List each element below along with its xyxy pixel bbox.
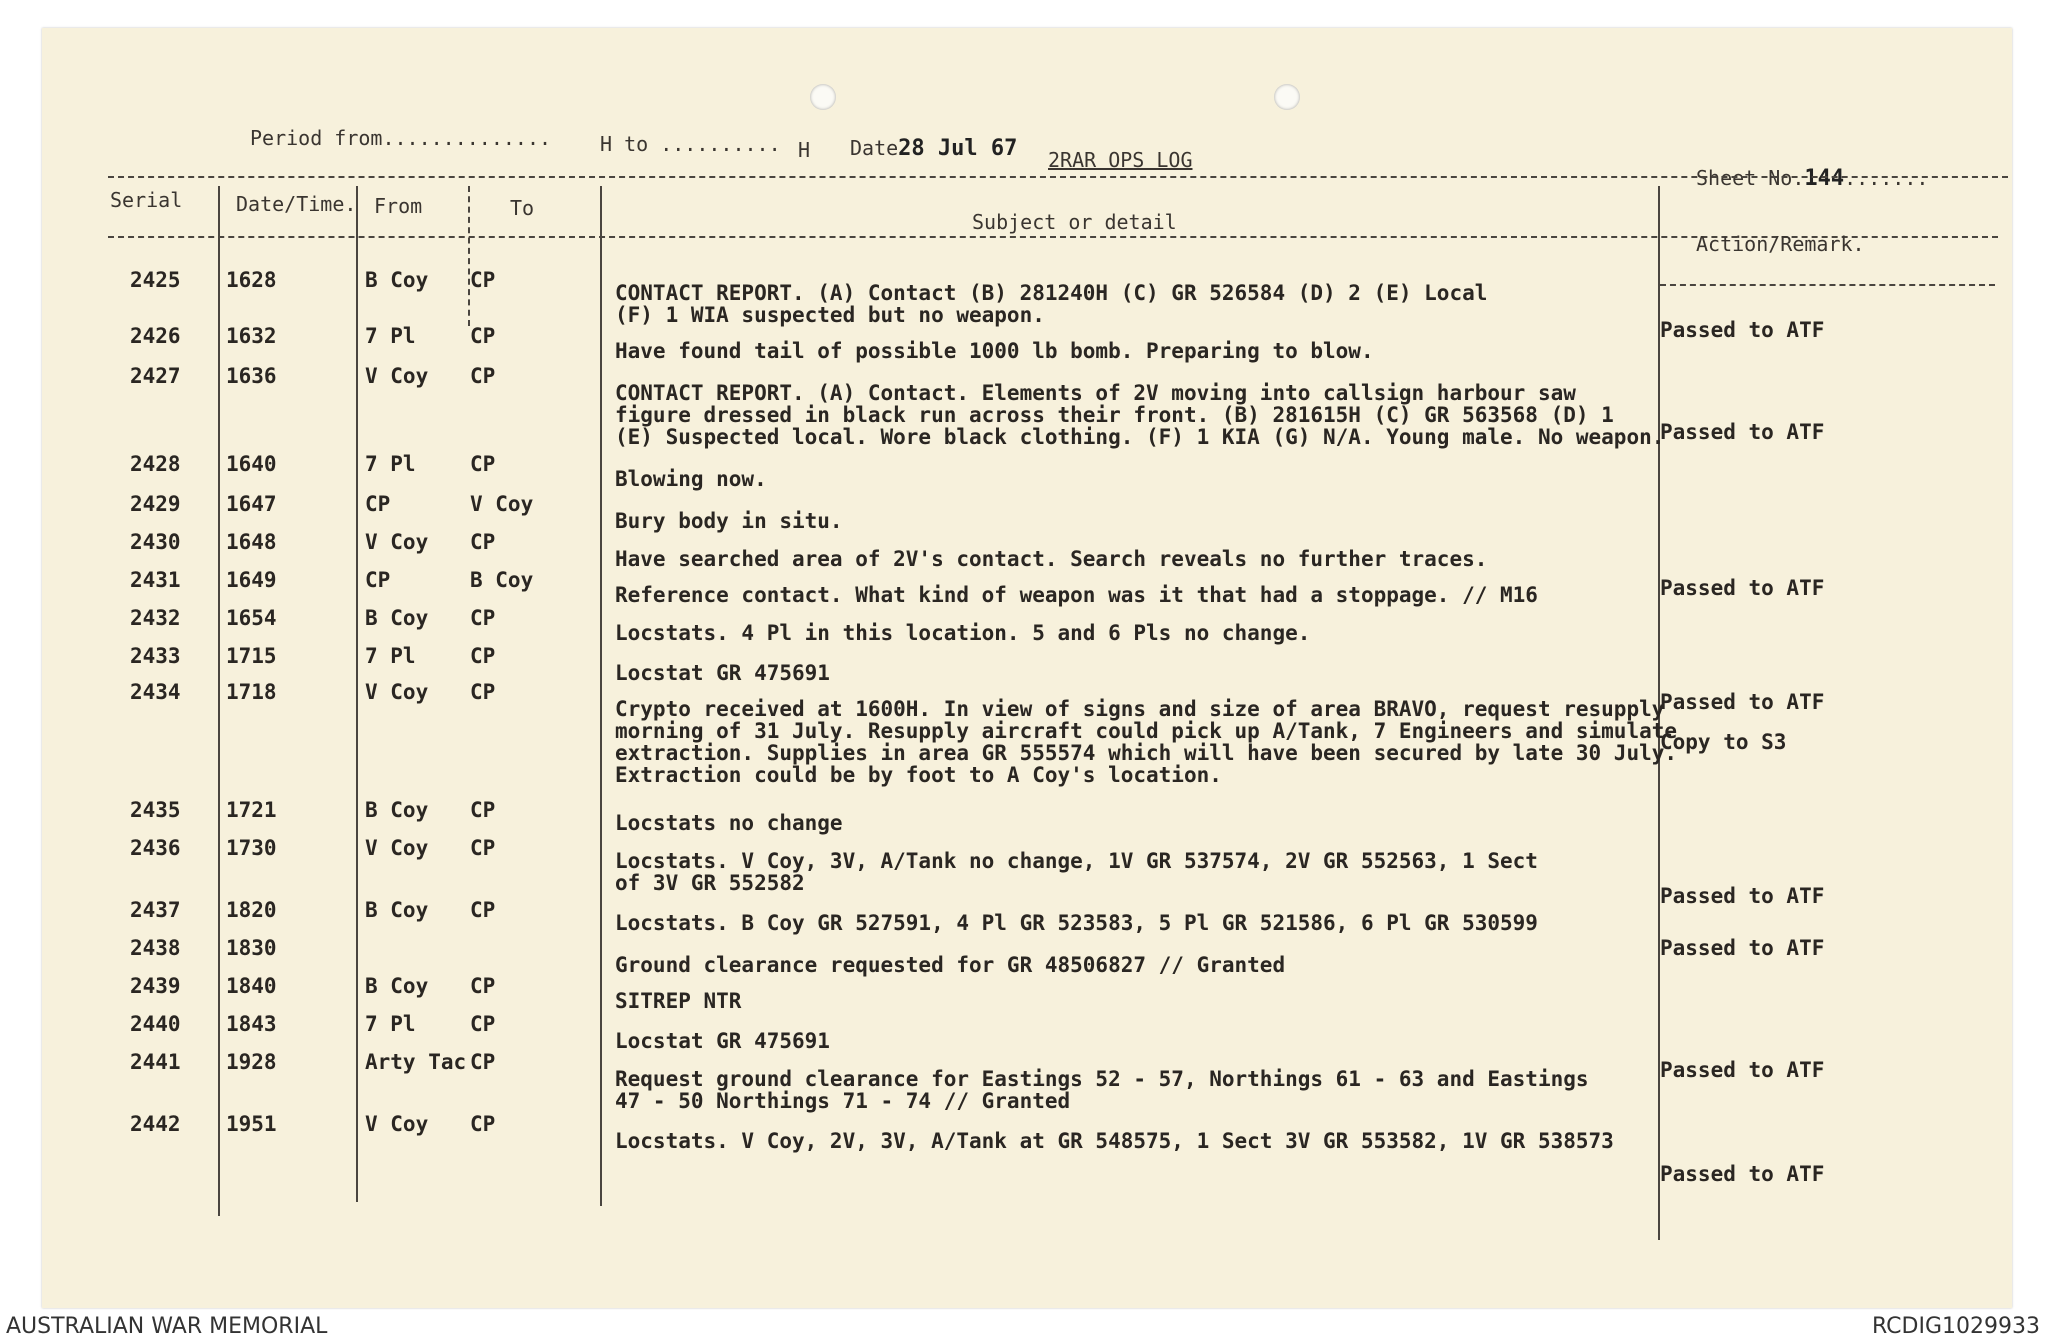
to-cell: CP — [470, 452, 496, 476]
detail-cell: Locstats. 4 Pl in this location. 5 and 6 Pls no change. — [615, 621, 1311, 645]
to-cell: CP — [470, 1112, 496, 1136]
time-cell: 1718 — [226, 680, 277, 704]
detail-cell: CONTACT REPORT. (A) Contact. Elements of 2V moving into callsign harbour saw figure dressed in black run across their front. (B) 281615H (C) GR 563568 (D) 1 (E) Suspected local. Wore black clothing. (F) 1 KIA (G) N/A. Young male. No weapon. — [615, 381, 1665, 449]
to-cell: CP — [470, 1050, 496, 1074]
from-cell: CP — [365, 492, 391, 516]
serial-cell: 2426 — [130, 324, 181, 348]
institution-label: AUSTRALIAN WAR MEMORIAL — [6, 1314, 328, 1339]
detail-cell: Have found tail of possible 1000 lb bomb. Preparing to blow. — [615, 339, 1374, 363]
remark-cell: Passed to ATF — [1660, 1058, 1825, 1082]
to-cell: B Coy — [470, 568, 534, 592]
date-value: 28 Jul 67 — [898, 136, 1018, 161]
time-cell: 1648 — [226, 530, 277, 554]
col-remark: Action/Remark. — [1696, 232, 1865, 256]
time-cell: 1636 — [226, 364, 277, 388]
detail-cell: Locstats. V Coy, 3V, A/Tank no change, 1V GR 537574, 2V GR 552563, 1 Sect of 3V GR 552582 — [615, 849, 1538, 895]
remark-cell: Passed to ATF — [1660, 420, 1825, 444]
from-cell: 7 Pl — [365, 452, 416, 476]
serial-cell: 2442 — [130, 1112, 181, 1136]
from-cell: B Coy — [365, 798, 429, 822]
from-cell: 7 Pl — [365, 324, 416, 348]
detail-cell: Blowing now. — [615, 467, 767, 491]
time-cell: 1928 — [226, 1050, 277, 1074]
archive-footer — [0, 1310, 2048, 1344]
from-cell: B Coy — [365, 606, 429, 630]
remark-cell: Passed to ATF — [1660, 576, 1825, 600]
to-cell: CP — [470, 974, 496, 998]
to-cell: CP — [470, 798, 496, 822]
time-cell: 1628 — [226, 268, 277, 292]
detail-cell: Locstat GR 475691 — [615, 1029, 830, 1053]
serial-cell: 2441 — [130, 1050, 181, 1074]
to-cell: V Coy — [470, 492, 534, 516]
to-cell: CP — [470, 644, 496, 668]
serial-cell: 2434 — [130, 680, 181, 704]
record-id: RCDIG1029933 — [1871, 1314, 2040, 1339]
remark-cell: Passed to ATF — [1660, 1162, 1825, 1186]
serial-cell: 2435 — [130, 798, 181, 822]
punch-hole — [810, 84, 836, 110]
serial-cell: 2439 — [130, 974, 181, 998]
h-suffix: H — [798, 138, 811, 162]
serial-cell: 2425 — [130, 268, 181, 292]
header-rule-top — [108, 176, 2008, 178]
col-datetime: Date/Time. — [236, 192, 357, 216]
time-cell: 1843 — [226, 1012, 277, 1036]
to-divider — [600, 186, 602, 1206]
time-cell: 1951 — [226, 1112, 277, 1136]
serial-cell: 2432 — [130, 606, 181, 630]
detail-cell: CONTACT REPORT. (A) Contact (B) 281240H (C) GR 526584 (D) 2 (E) Local (F) 1 WIA suspected but no weapon. — [615, 281, 1488, 327]
time-cell: 1830 — [226, 936, 277, 960]
detail-cell: Crypto received at 1600H. In view of signs and size of area BRAVO, request resupply morning of 31 July. Resupply aircraft could pick up A/Tank, 7 Engineers and simulate extraction. Supplies in area GR 555574 which will have been secured by late 30 July. Extraction could be by foot to A Coy's location. — [615, 697, 1678, 787]
from-cell: V Coy — [365, 1112, 429, 1136]
from-cell: 7 Pl — [365, 1012, 416, 1036]
time-cell: 1632 — [226, 324, 277, 348]
to-cell: CP — [470, 1012, 496, 1036]
sheet-number: Sheet No.144....... — [1696, 166, 1929, 191]
remark-rule — [1660, 284, 1995, 286]
period-from: Period from.............. — [250, 126, 552, 150]
serial-cell: 2440 — [130, 1012, 181, 1036]
remark-cell: Passed to ATF — [1660, 884, 1825, 908]
from-cell: CP — [365, 568, 391, 592]
col-to: To — [510, 196, 535, 220]
serial-cell: 2438 — [130, 936, 181, 960]
time-cell: 1840 — [226, 974, 277, 998]
serial-cell: 2429 — [130, 492, 181, 516]
serial-cell: 2428 — [130, 452, 181, 476]
detail-cell: Locstat GR 475691 — [615, 661, 830, 685]
col-serial: Serial — [110, 188, 183, 212]
time-cell: 1730 — [226, 836, 277, 860]
h-to: H to .......... — [600, 132, 781, 156]
to-cell: CP — [470, 530, 496, 554]
time-cell: 1715 — [226, 644, 277, 668]
serial-divider — [218, 186, 220, 1216]
remark-cell: Passed to ATF — [1660, 318, 1825, 342]
detail-cell: Locstats. B Coy GR 527591, 4 Pl GR 523583, 5 Pl GR 521586, 6 Pl GR 530599 — [615, 911, 1538, 935]
detail-cell: SITREP NTR — [615, 989, 742, 1013]
serial-cell: 2431 — [130, 568, 181, 592]
datetime-divider — [356, 186, 358, 1202]
from-cell: V Coy — [365, 364, 429, 388]
detail-cell: Request ground clearance for Eastings 52 - 57, Northings 61 - 63 and Eastings 47 - 50 Northings 71 - 74 // Granted — [615, 1067, 1589, 1113]
date-field: Date28 Jul 67 — [850, 136, 1018, 161]
col-detail: Subject or detail — [972, 210, 1177, 234]
time-cell: 1640 — [226, 452, 277, 476]
to-cell: CP — [470, 324, 496, 348]
from-cell: V Coy — [365, 836, 429, 860]
time-cell: 1654 — [226, 606, 277, 630]
from-cell: Arty Tac — [365, 1050, 467, 1074]
remark-cell: Passed to ATF — [1660, 936, 1825, 960]
serial-cell: 2436 — [130, 836, 181, 860]
serial-cell: 2430 — [130, 530, 181, 554]
time-cell: 1647 — [226, 492, 277, 516]
detail-cell: Ground clearance requested for GR 48506827 // Granted — [615, 953, 1286, 977]
detail-cell: Bury body in situ. — [615, 509, 843, 533]
punch-hole — [1274, 84, 1300, 110]
log-title: 2RAR OPS LOG — [1048, 148, 1193, 172]
detail-cell: Have searched area of 2V's contact. Search reveals no further traces. — [615, 547, 1488, 571]
detail-cell: Locstats no change — [615, 811, 843, 835]
from-cell: V Coy — [365, 680, 429, 704]
serial-cell: 2427 — [130, 364, 181, 388]
serial-cell: 2437 — [130, 898, 181, 922]
from-cell: 7 Pl — [365, 644, 416, 668]
to-cell: CP — [470, 836, 496, 860]
serial-cell: 2433 — [130, 644, 181, 668]
to-cell: CP — [470, 606, 496, 630]
from-cell: V Coy — [365, 530, 429, 554]
col-from: From — [374, 194, 423, 218]
detail-cell: Locstats. V Coy, 2V, 3V, A/Tank at GR 548575, 1 Sect 3V GR 553582, 1V GR 538573 — [615, 1129, 1614, 1153]
from-cell: B Coy — [365, 974, 429, 998]
from-divider — [468, 186, 470, 326]
from-cell: B Coy — [365, 898, 429, 922]
time-cell: 1820 — [226, 898, 277, 922]
to-cell: CP — [470, 364, 496, 388]
to-cell: CP — [470, 268, 496, 292]
time-cell: 1649 — [226, 568, 277, 592]
to-cell: CP — [470, 898, 496, 922]
detail-cell: Reference contact. What kind of weapon was it that had a stoppage. // M16 — [615, 583, 1538, 607]
time-cell: 1721 — [226, 798, 277, 822]
remark-cell: Passed to ATF Copy to S3 — [1660, 690, 1825, 754]
to-cell: CP — [470, 680, 496, 704]
from-cell: B Coy — [365, 268, 429, 292]
